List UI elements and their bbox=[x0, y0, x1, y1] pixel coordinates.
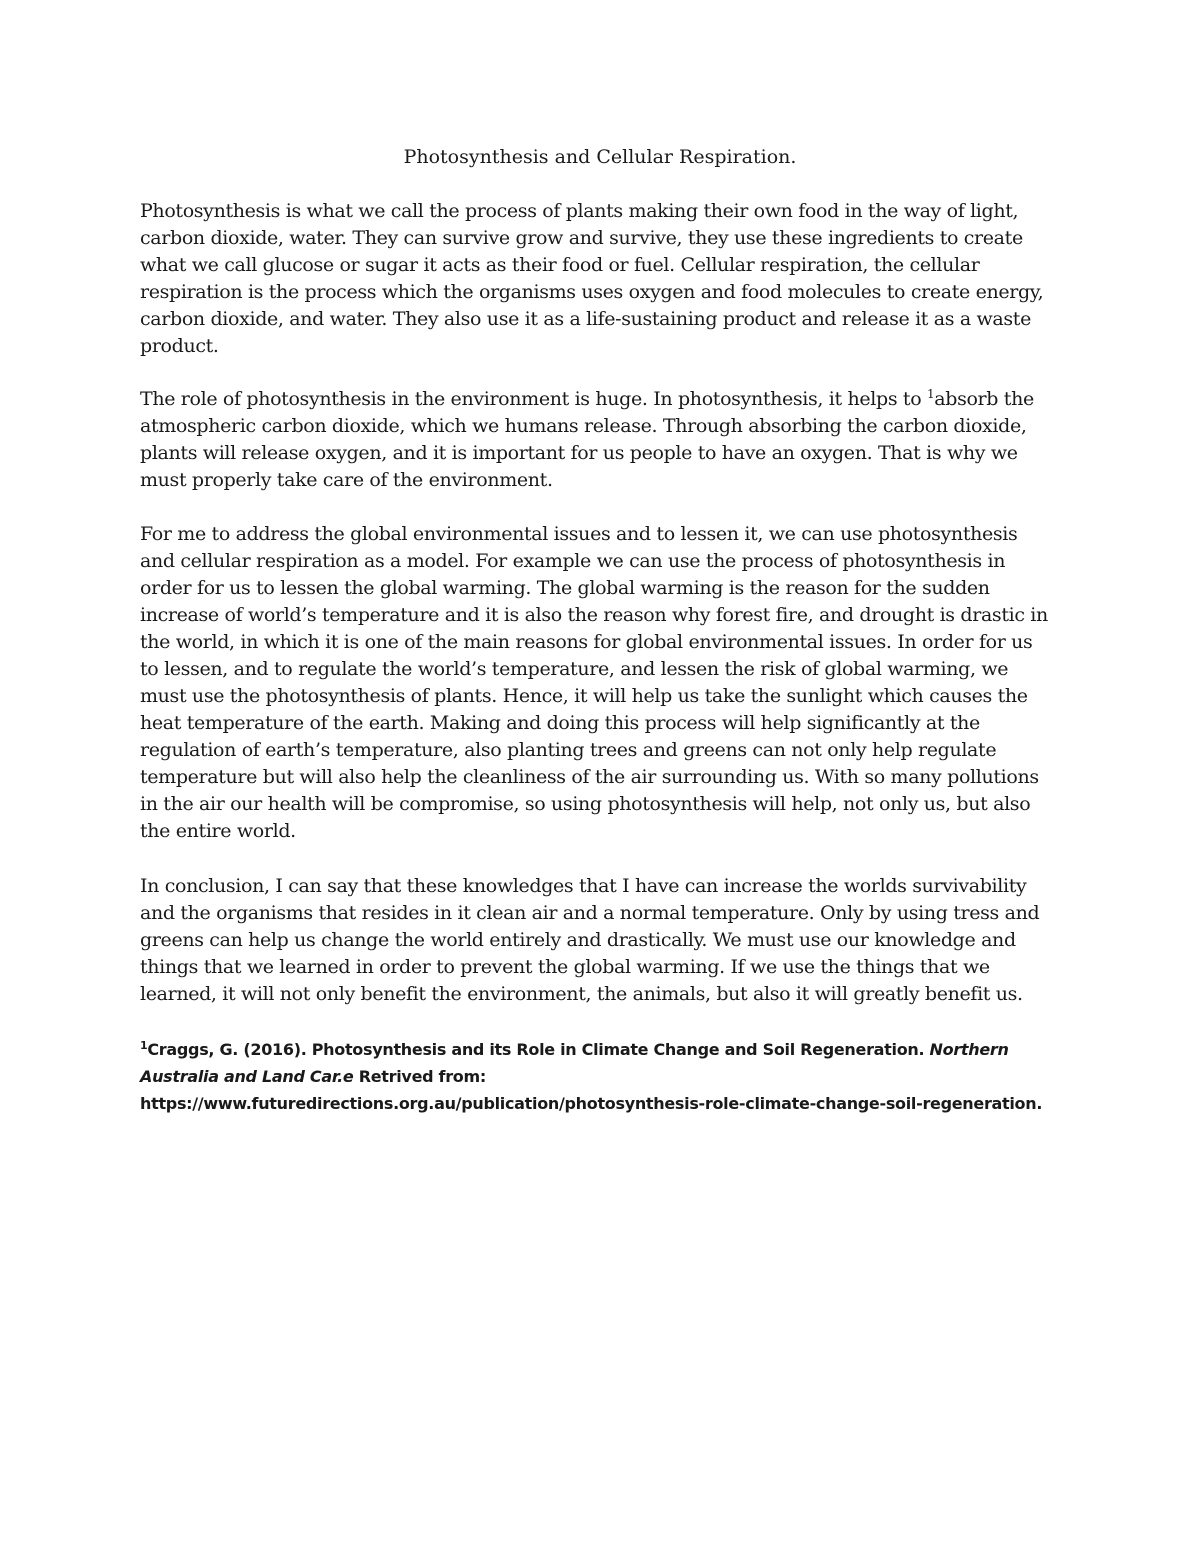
text-line: learned, it will not only benefit the environment, the animals, but also it will greatly benefit us. bbox=[140, 983, 1023, 1005]
footnote-journal: Northern bbox=[929, 1040, 1009, 1059]
text-line: what we call glucose or sugar it acts as their food or fuel. Cellular respiration, the cellular bbox=[140, 254, 980, 276]
footnote-retrieved: Retrived from: bbox=[353, 1067, 486, 1086]
footnote-number: 1 bbox=[140, 1039, 148, 1052]
paragraph-conclusion bbox=[140, 873, 1070, 1008]
footnote-citation: Craggs, G. (2016). Photosynthesis and its Role in Climate Change and Soil Regeneration. bbox=[147, 1040, 930, 1059]
footnote-url: https://www.futuredirections.org.au/publication/photosynthesis-role-climate-change-soil-regeneration. bbox=[140, 1094, 1043, 1113]
text-line: Photosynthesis is what we call the process of plants making their own food in the way of light, bbox=[140, 200, 1019, 222]
footnote-line bbox=[140, 1036, 1070, 1063]
text-line: regulation of earth’s temperature, also planting trees and greens can not only help regulate bbox=[140, 739, 997, 761]
text-line: In conclusion, I can say that these knowledges that I have can increase the worlds survivability bbox=[140, 875, 1027, 897]
text-line: the entire world. bbox=[140, 820, 296, 842]
text-line: product. bbox=[140, 335, 219, 357]
text-segment: absorb the bbox=[934, 388, 1034, 410]
document-title: Photosynthesis and Cellular Respiration. bbox=[403, 146, 797, 168]
text-line bbox=[140, 386, 1070, 413]
text-line: increase of world’s temperature and it is also the reason why forest fire, and drought is drastic in bbox=[140, 604, 1048, 626]
footnote-journal: Australia and Land Car.e bbox=[140, 1067, 354, 1086]
text-line: carbon dioxide, and water. They also use it as a life-sustaining product and release it as a waste bbox=[140, 308, 1031, 330]
text-line: For me to address the global environmental issues and to lessen it, we can use photosynthesis bbox=[140, 523, 1018, 545]
text-line: and cellular respiration as a model. For example we can use the process of photosynthesis in bbox=[140, 550, 1006, 572]
footnote-reference: 1 bbox=[926, 387, 935, 401]
text-line: in the air our health will be compromise, so using photosynthesis will help, not only us, but also bbox=[140, 793, 1031, 815]
footnote bbox=[140, 1036, 1070, 1117]
text-line: carbon dioxide, water. They can survive grow and survive, they use these ingredients to create bbox=[140, 227, 1023, 249]
text-segment: The role of photosynthesis in the environment is huge. In photosynthesis, it helps to bbox=[140, 388, 927, 410]
paragraph-environment-role bbox=[140, 386, 1070, 494]
paragraph-definition bbox=[140, 198, 1070, 360]
text-line: and the organisms that resides in it clean air and a normal temperature. Only by using tress and bbox=[140, 902, 1040, 924]
footnote-line bbox=[140, 1063, 1070, 1090]
text-line: atmospheric carbon dioxide, which we humans release. Through absorbing the carbon dioxide, bbox=[140, 415, 1027, 437]
text-line: heat temperature of the earth. Making and doing this process will help significantly at the bbox=[140, 712, 980, 734]
text-line: must properly take care of the environment. bbox=[140, 469, 553, 491]
text-line: order for us to lessen the global warming. The global warming is the reason for the sudden bbox=[140, 577, 990, 599]
text-line: temperature but will also help the cleanliness of the air surrounding us. With so many pollutions bbox=[140, 766, 1039, 788]
text-line: plants will release oxygen, and it is important for us people to have an oxygen. That is why we bbox=[140, 442, 1018, 464]
text-line: respiration is the process which the organisms uses oxygen and food molecules to create energy, bbox=[140, 281, 1044, 303]
text-line: must use the photosynthesis of plants. Hence, it will help us take the sunlight which causes the bbox=[140, 685, 1028, 707]
text-line: the world, in which it is one of the main reasons for global environmental issues. In order for us bbox=[140, 631, 1033, 653]
text-line: things that we learned in order to prevent the global warming. If we use the things that we bbox=[140, 956, 990, 978]
text-line: to lessen, and to regulate the world’s temperature, and lessen the risk of global warming, we bbox=[140, 658, 1009, 680]
paragraph-global-issues bbox=[140, 521, 1070, 845]
text-line: greens can help us change the world entirely and drastically. We must use our knowledge and bbox=[140, 929, 1016, 951]
